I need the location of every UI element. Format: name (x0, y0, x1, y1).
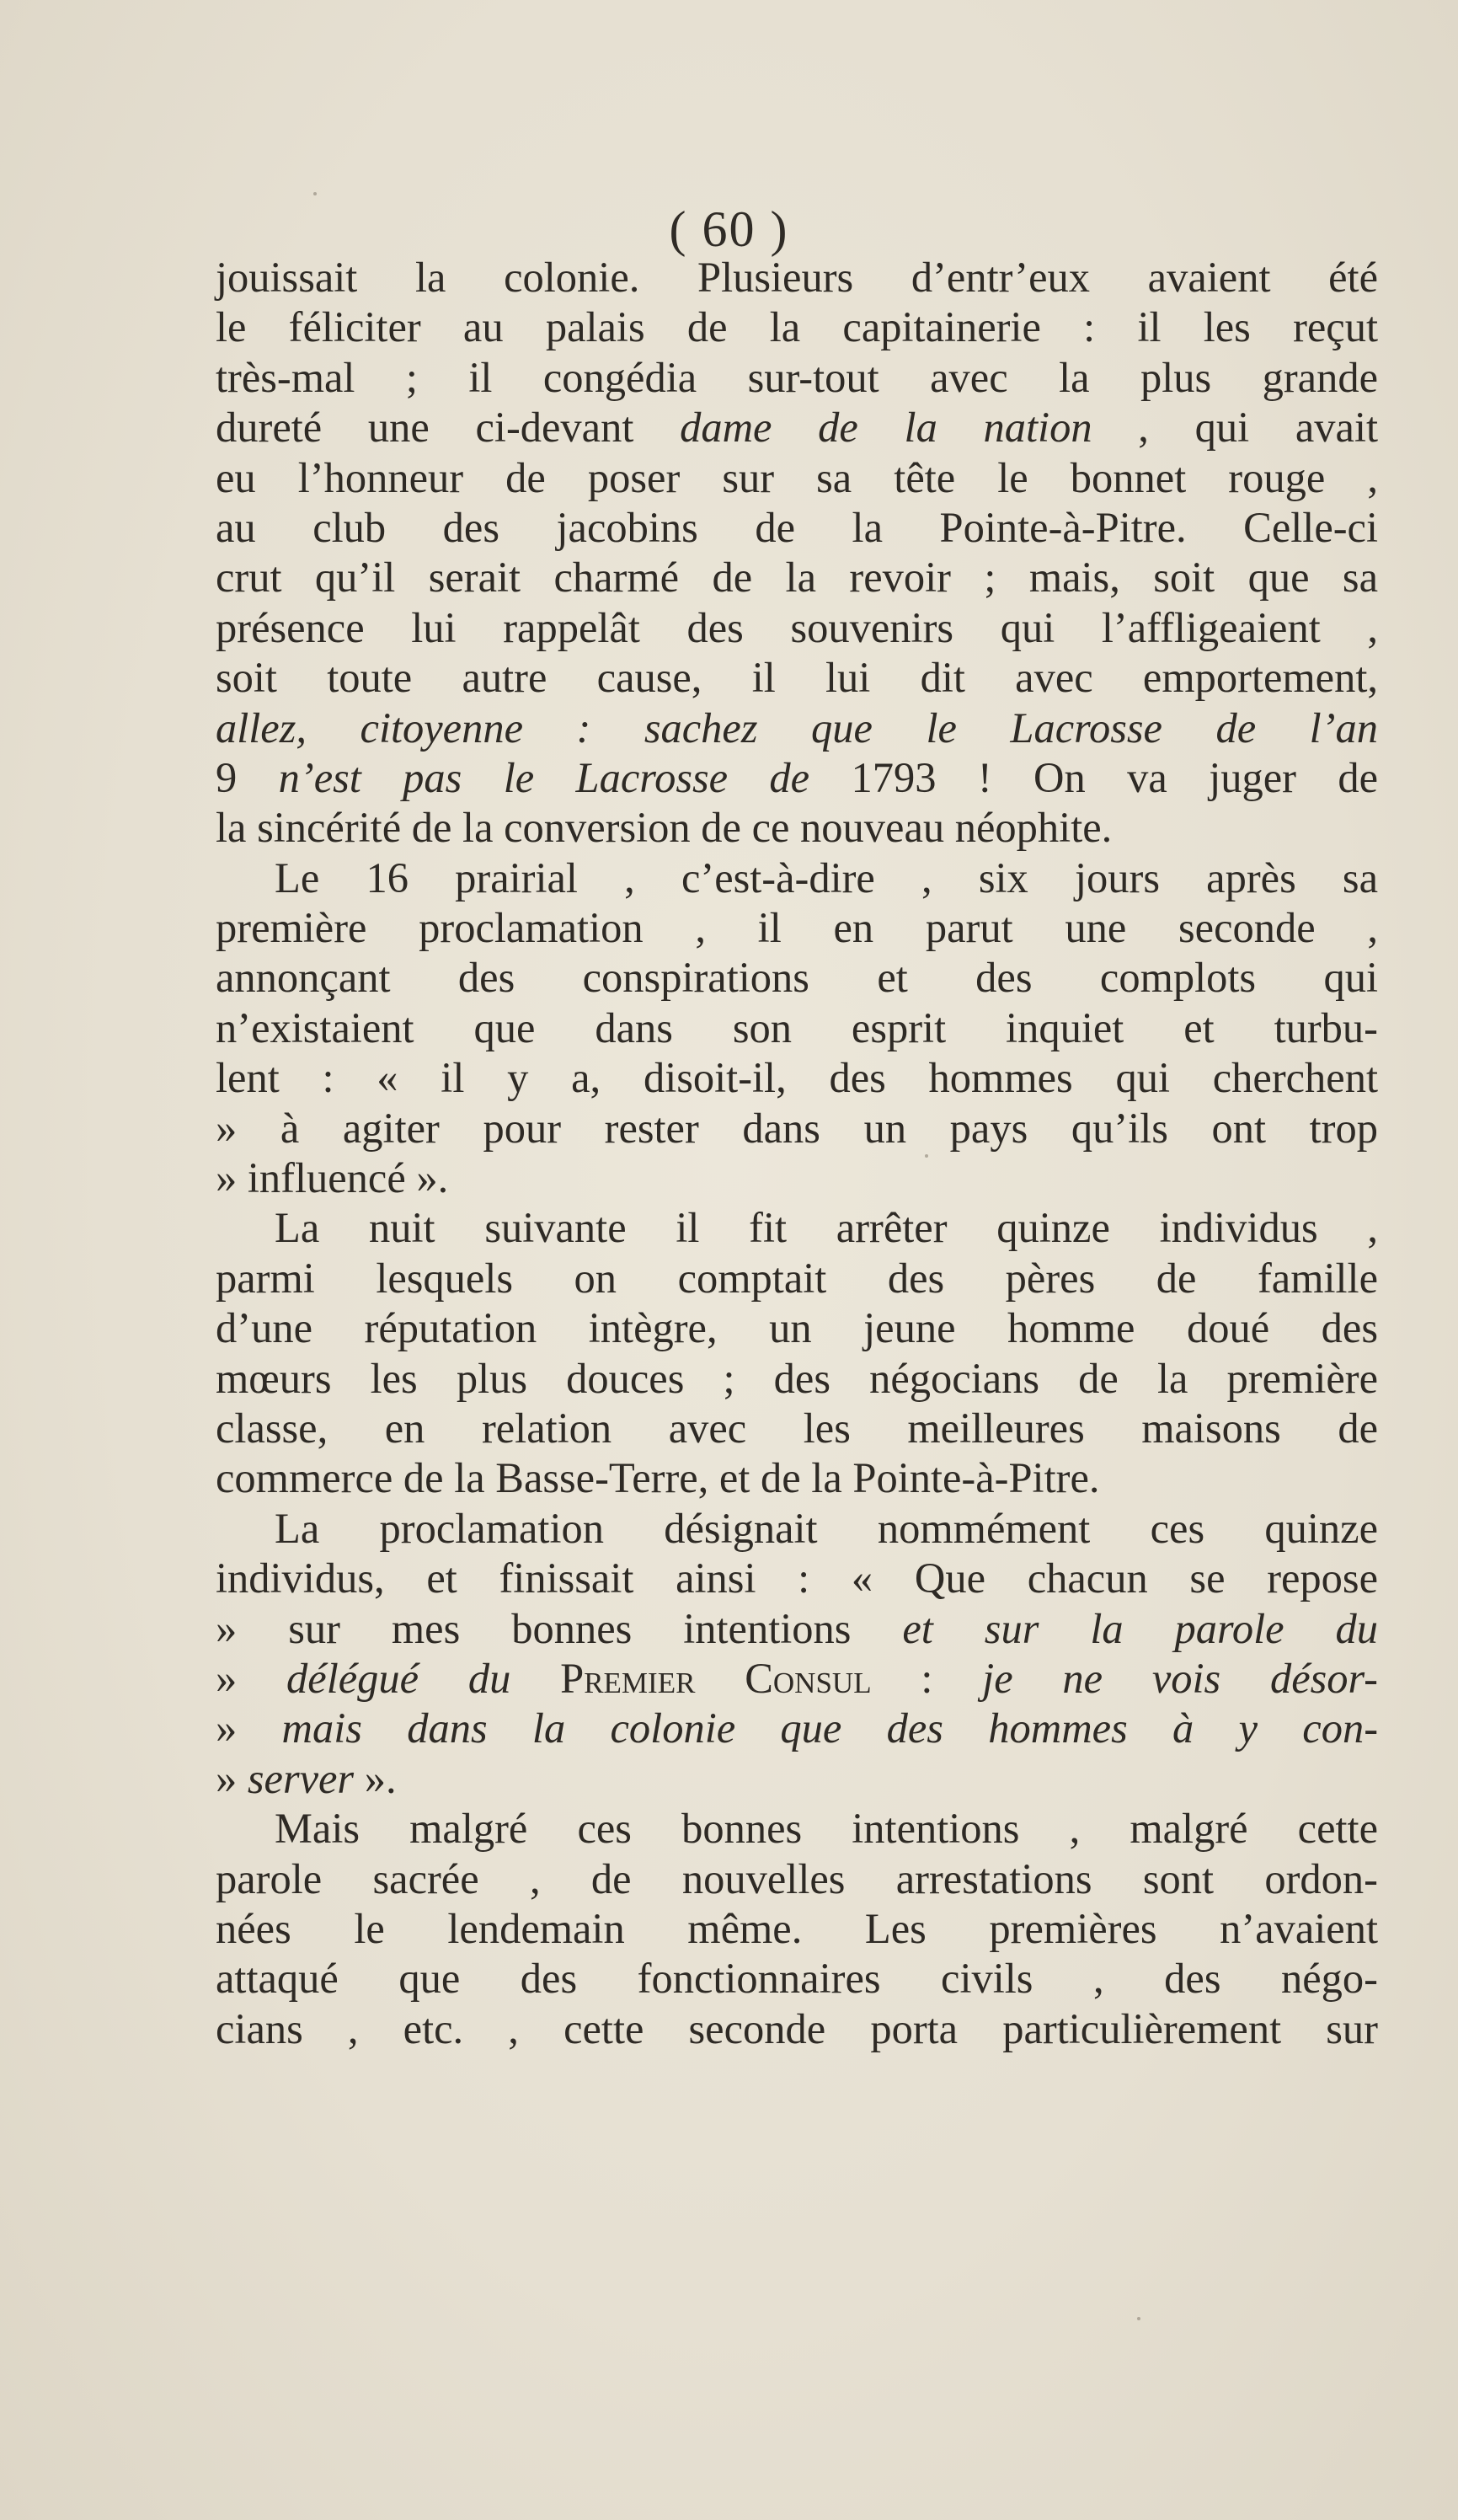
text-line: Le 16 prairial , c’est-à-dire , six jours après sa (275, 853, 1378, 902)
text-line (216, 753, 1378, 803)
text-line (216, 1754, 1378, 1804)
text-line: jouissait la colonie. Plusieurs d’entr’eux avaient été (216, 254, 1378, 301)
text-line: la sincérité de la conversion de ce nouveau néophite. (216, 804, 1113, 852)
text-line: parmi lesquels on comptait des pères de famille (216, 1254, 1378, 1302)
text-segment: mais dans la colonie que des hommes à y con- (281, 1704, 1379, 1752)
text-line: cians , etc. , cette seconde porta particulièrement sur (216, 2004, 1378, 2052)
text-line: parole sacrée , de nouvelles arrestations sont ordon- (216, 1854, 1378, 1902)
paper-speck (313, 192, 317, 195)
text-line: » influencé ». (216, 1154, 449, 1202)
paper-speck (925, 1154, 928, 1158)
text-segment: ». (354, 1754, 397, 1802)
text-line: au club des jacobins de la Pointe-à-Pitre. Celle-ci (216, 503, 1378, 551)
text-line: lent : « il y a, disoit-il, des hommes qui cherchent (216, 1054, 1378, 1102)
text-line: Mais malgré ces bonnes intentions , malgré cette (275, 1805, 1378, 1853)
text-segment: dureté une ci-devant (216, 404, 681, 452)
text-segment: Premier Consul (560, 1654, 872, 1702)
text-line: n’existaient que dans son esprit inquiet et turbu- (216, 1003, 1378, 1051)
text-line: commerce de la Basse-Terre, et de la Pointe-à-Pitre. (216, 1454, 1100, 1502)
text-segment: délégué du (286, 1654, 561, 1702)
text-line: » à agiter pour rester dans un pays qu’ils ont trop (216, 1104, 1378, 1152)
text-segment: et sur la parole du (902, 1604, 1378, 1652)
text-line: très-mal ; il congédia sur-tout avec la plus grande (216, 353, 1378, 401)
text-line (216, 1604, 1378, 1654)
text-line: nées le lendemain même. Les premières n’avaient (216, 1904, 1378, 1952)
text-line: annonçant des conspirations et des complots qui (216, 954, 1378, 1002)
text-segment: » (216, 1704, 282, 1752)
text-segment: » (216, 1654, 287, 1702)
text-line: soit toute autre cause, il lui dit avec emportement, (216, 654, 1378, 702)
text-segment: n’est pas le Lacrosse de (278, 753, 810, 801)
text-line: le féliciter au palais de la capitainerie : il les reçut (216, 303, 1378, 351)
text-line: d’une réputation intègre, un jeune homme doué des (216, 1304, 1378, 1352)
text-segment: dame de la nation (680, 404, 1092, 452)
text-segment: : (871, 1654, 983, 1702)
text-segment: je ne vois désor- (982, 1654, 1378, 1702)
text-line (216, 403, 1378, 452)
text-segment: 9 (216, 753, 279, 801)
text-segment: server (247, 1754, 355, 1802)
paper-speck (1137, 2317, 1140, 2320)
text-segment: » (216, 1754, 248, 1802)
text-line: première proclamation , il en parut une seconde , (216, 904, 1378, 952)
text-line: eu l’honneur de poser sur sa tête le bonnet rouge , (216, 453, 1378, 501)
text-line: attaqué que des fonctionnaires civils , des négo- (216, 1955, 1378, 2003)
text-segment: 1793 ! On va juger de (809, 753, 1378, 801)
text-line: La proclamation désignait nommément ces quinze (275, 1504, 1378, 1552)
text-line: classe, en relation avec les meilleures maisons de (216, 1404, 1378, 1452)
text-segment: , qui avait (1092, 404, 1379, 452)
text-line (216, 1654, 1378, 1704)
text-line: mœurs les plus douces ; des négocians de la première (216, 1354, 1378, 1402)
text-line: présence lui rappelât des souvenirs qui l’affligeaient , (216, 603, 1378, 651)
page-number: ( 60 ) (669, 201, 789, 257)
text-line: crut qu’il serait charmé de la revoir ; mais, soit que sa (216, 554, 1378, 602)
text-line (216, 1704, 1378, 1753)
text-line: individus, et finissait ainsi : « Que chacun se repose (216, 1554, 1378, 1602)
text-segment: » sur mes bonnes intentions (216, 1604, 903, 1652)
text-line: allez, citoyenne : sachez que le Lacrosse de l’an (216, 704, 1378, 752)
text-line: La nuit suivante il fit arrêter quinze individus , (275, 1204, 1378, 1252)
body-text (216, 253, 1378, 2054)
